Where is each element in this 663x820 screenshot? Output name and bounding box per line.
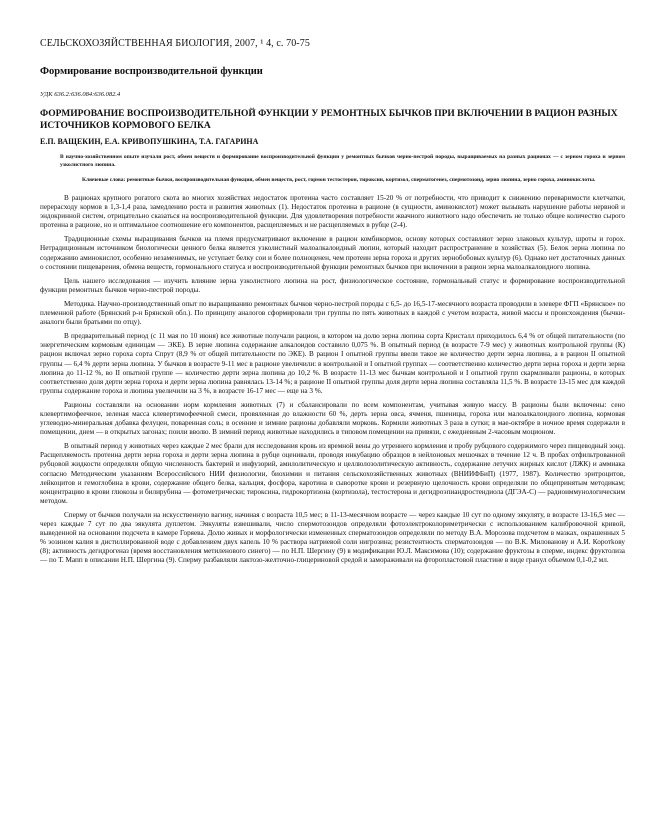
paragraph: Сперму от бычков получали на искусственную вагину, начиная с возраста 10,5 мес; в 11-13-месячном возрасте — через каждые 10 сут по одному эякуляту, в возрасте 13-16,5 мес — через каждые 7 сут по два эякулята дуплетом. Эякуляты взвешивали, число спермотозоидов определяли фотоэлектроколориметрически с использованием калибровочной кривой, выведенной на основании подсчета в камере Горяева. Долю живых и морфологически измененных сперматозоидов определяли по методу В.А. Морозова подсчетом в мазках, окрашенных 5 % эозином калия в дистиллированной воде с добавлением двух капель 10 % раствора натриевой соли нигрозина; резистентность сперматозоидов — по В.К. Милованову и А.И. Коротkову (8); активность дегидрогеназ (время восстановления метиленового синего) — по Н.П. Шергину (9) в модификации Ю.Л. Максимова (10); содержание фруктозы в сперме, индекс фруктолиза — по Т. Мапп в описании Н.П. Шергина (9). Сперму разбавляли лактозо-желточно-глицериновой средой и замораживали на фторопластовой пластине в виде гранул объемом 0,1-0,2 мл. (40, 510, 625, 565)
article-body (40, 194, 625, 565)
article-title: ФОРМИРОВАНИЕ ВОСПРОИЗВОДИТЕЛЬНОЙ ФУНКЦИИ У РЕМОНТНЫХ БЫЧКОВ ПРИ ВКЛЮЧЕНИИ В РАЦИОН РАЗНЫХ ИСТОЧНИКОВ КОРМОВОГО БЕЛКА (40, 109, 618, 131)
page (40, 38, 625, 570)
paragraph: Рационы составляли на основании норм кормления животных (7) и сбалансировали по всем компонентам, учитывая живую массу. В рационы были включены: сено клевертимофеечное, зеленая масса клевертимофеечной смеси, провяленная до влажности 60 %, дерть зерна овса, ячменя, пшеницы, гороха или малоалкалоидного люпина, кормовая углеводно-минеральная добавка фелуцен, поваренная соль; в осенние и зимние рационы добавляли морковь. Кормили животных 3 раза в сутки; в мае-октябре в ночное время содержали в помещении, днем — в открытых загонах; поили вволю. В зимний период животные находились в типовом помещении на привязи, с ежедневным 2-часовым моционом. (40, 400, 625, 437)
section-title: Формирование воспроизводительной функции (40, 66, 263, 77)
paragraph: Традиционные схемы выращивания бычков на племя предусматривают включение в рацион комбикормов, основу которых составляют зерно злаковых культур, шроты и горох. Нетрадиционным источником биологически ценного белка является узколистный малоалкалоидный люпин, который находит распространение в хозяйствах (5). Белок зерна люпина по содержанию аминокислот, особенно незаменимых, не уступает белку сои и более полноценен, чем протеин зерна гороха и других зернобобовых культур (6). Однако нет достаточных данных о состоянии пищеварения, обмена веществ, гормонального статуса и воспроизводительной функции ремонтных бычков при включении в рацион зерна малоалкалоидного люпина. (40, 235, 625, 271)
abstract: В научно-хозяйственном опыте изучали рост, обмен веществ и формирование воспроизводительной функции у ремонтных бычков черно-пестрой породы, выращиваемых на разных рационах — с зерном гороха и зерном узколистного люпина. (60, 154, 625, 168)
keywords: Ключевые слова: ремонтные бычки, воспроизводительная функция, обмен веществ, рост, гормон тестостерон, тироксин, кортизол, сперматогенез, спермотозоид, зерно люпина, зерно гороха, аминокислоты. (82, 177, 596, 183)
article-authors: Е.П. ВАЩЕКИН, Е.А. КРИВОПУШКИНА, Т.А. ГАГАРИНА (40, 137, 259, 146)
paragraph: Методика. Научно-производственный опыт по выращиванию ремонтных бычков черно-пестрой породы с 6,5- до 16,5-17-месячного возраста проводили в элевере ФГП «Брянское» по племенной работе (Брянский р-н Брянской обл.). По принципу аналогов сформировали три группы по пять животных в каждой с учетом возраста, живой массы и происхождения (бычки-аналоги были братьями по отцу). (40, 299, 625, 327)
paragraph: Цель нашего исследования — изучить влияние зерна узколистного люпина на рост, физиологическое состояние, гормональный статус и формирование воспроизводительной функции ремонтных бычков черно-пестрой породы. (40, 276, 625, 294)
journal-header: СЕЛЬСКОХОЗЯЙСТВЕННАЯ БИОЛОГИЯ, 2007, ¹ 4, с. 70-75 (40, 38, 310, 49)
paragraph: В опытный период у животных через каждые 2 мес брали для исследования кровь из яремной вены до утреннего кормления и пробу рубцового содержимого через пищеводный зонд. Расщепляемость протеина дерти зерна гороха и дерти зерна люпина в рубце оценивали, проводя инкубацию образцов в нейлоновых мешочках в течение 12 ч. В пробах отфильтрованной рубцовой жидкости определяли общую численность бактерий и инфузорий, амилолитическую и целлюлозолитическую активность, содержание летучих жирных кислот (ЛЖК) и аммиака согласно Методическим указаниям Всероссийского НИИ физиологии, биохимии и питания сельскохозяйственных животных (ВНИИФБиП) (1977, 1987). Количество эритроцитов, лейкоцитов и гемоглобина в крови, содержание общего белка, кальция, фосфора, каротина в сыворотке крови и резервную щелочность крови определяли по общепринятым методикам; концентрацию в крови глюкозы и билирубина — фотометрически; тироксина, гидрокортизона (кортизола), тестостерона и дегидроэпиандростендиола (ДГЭА-С) — радиоиммунологическим методом. (40, 442, 625, 505)
paragraph: В рационах крупного рогатого скота во многих хозяйствах недостаток протеина часто составляет 15-20 % от потребности, что приводит к снижению переваримости клетчатки, перерасходу кормов в 1,3-1,4 раза, замедлению роста и развития животных (1). Недостаток протеина в рационе (в сущности, аминокислот) может вызывать нарушение работы нервной и эндокринной систем, отрицательно сказаться на воспроизводительной функции. Для удовлетворения потребности жвачного животного надо обеспечить не только общее количество сырого протеина в рационе, но и оптимальное соотношение его компонентов, расщепляемых и не расщепляемых в рубце (2-4). (40, 194, 625, 230)
udc-code: УДК 636.2:636.084:636.082.4 (40, 91, 121, 98)
paragraph: В предварительный период (с 11 мая по 10 июня) все животные получали рацион, в котором на долю зерна люпина сорта Кристалл приходилось 6,4 % от общей питательности (по энергетическим кормовым единицам — ЭКЕ). В зерне люпина содержание алкалоидов составило 0,075 %. В опытный период (в возрасте 7-9 мес) у животных контрольной группы (К) рацион включал зерно гороха сорта Спрут (8,9 % от общей питательности по ЭКЕ). В рацион I опытной группы ввели такое же количество дерти зерна люпина, а в рацион II опытной группы — 6,4 % дерти зерна люпина. У бычков в возрасте 9-11 мес в рационе увеличили: в контрольной и I опытной группах — соответственно количество дерти зерна гороха и дерти зерна люпина до 11-12 %, во II опытной группе — количество дерти зерна люпина до 10,2 %. В возрасте 11-13 мес бычкам контрольной и I опытной групп скармливали рационы, в которых соответственно доля дерти зерна гороха и дерти зерна люпина равнялась 13-14 %; в рационе II опытной группы доля дерти зерна люпина составляла 11,5 %. В возрасте 13-15 мес для каждой группы содержание гороха и люпина увеличили на 3 %, в возрасте 16-17 мес — еще на 3 %. (40, 332, 625, 395)
